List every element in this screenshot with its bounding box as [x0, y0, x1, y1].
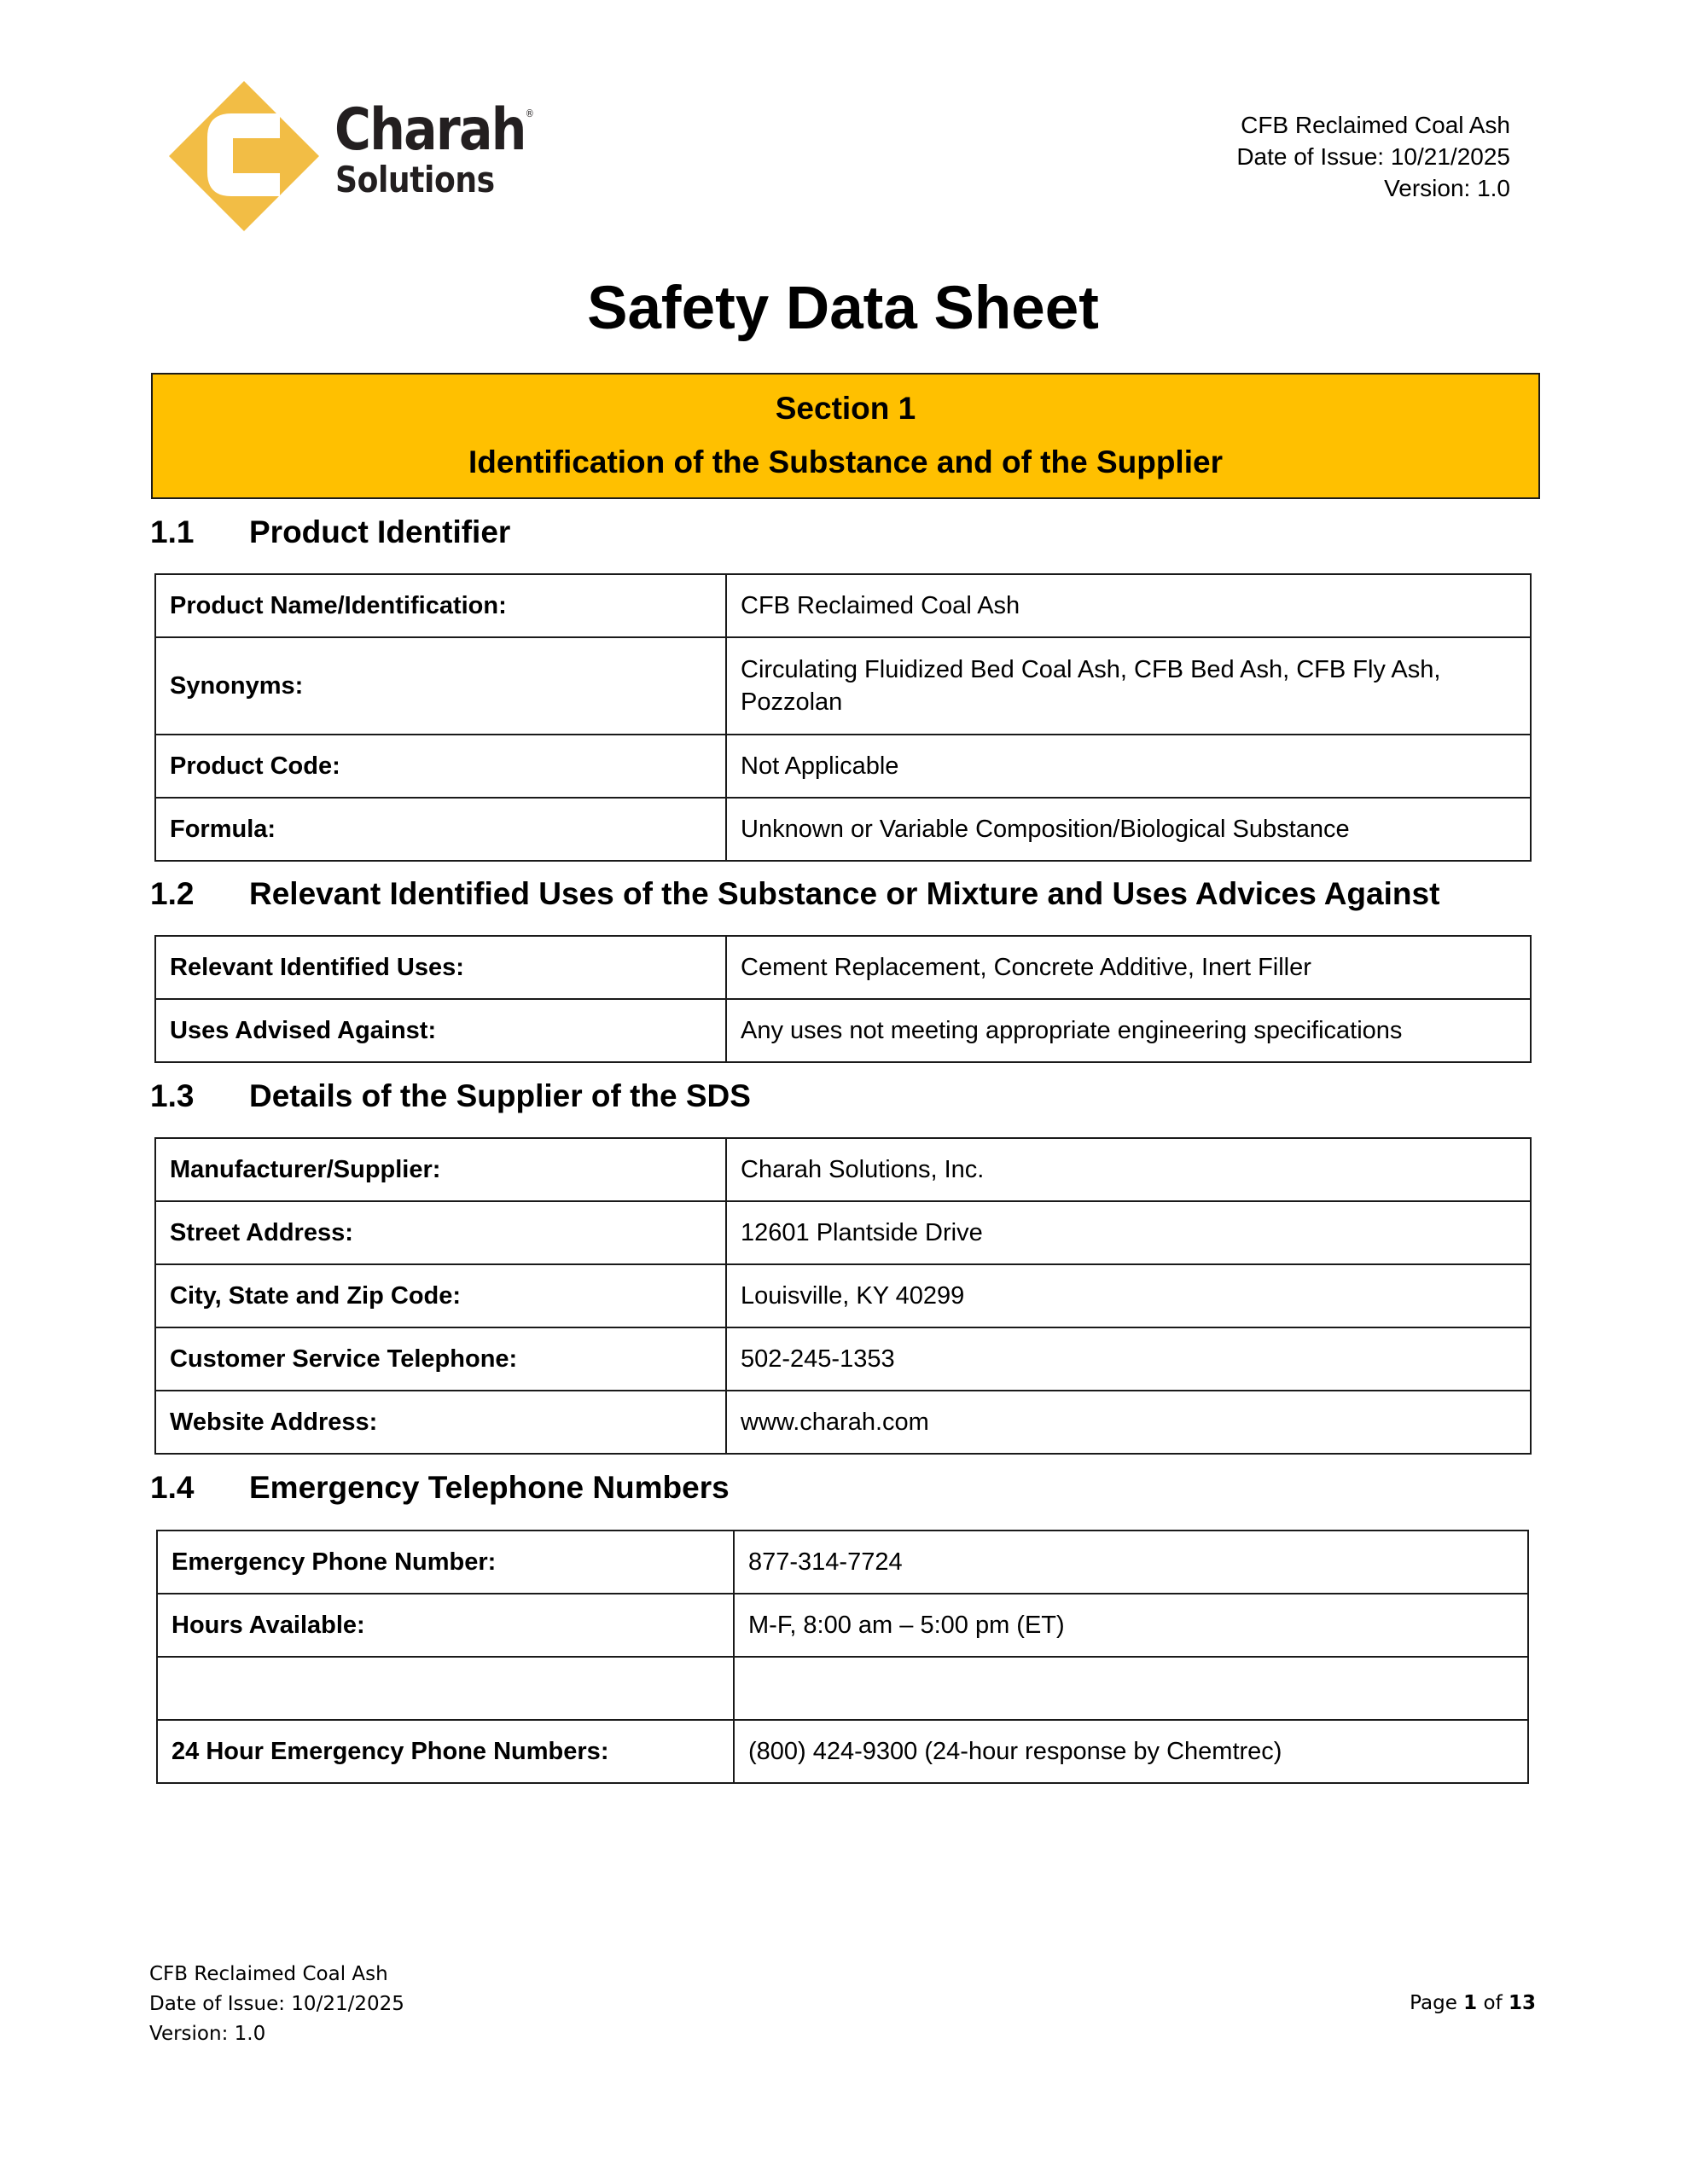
- subsection-heading-1-2: [150, 875, 1439, 913]
- table-row: [157, 1720, 1528, 1783]
- row-label: [157, 1657, 734, 1720]
- header-product: CFB Reclaimed Coal Ash: [1241, 112, 1510, 138]
- subsection-number: 1.1: [150, 514, 195, 549]
- subsection-heading-1-3: [150, 1077, 751, 1115]
- subsection-title: Product Identifier: [249, 514, 511, 549]
- row-label: Formula:: [155, 798, 726, 861]
- table-row: [155, 1327, 1531, 1391]
- row-value: Louisville, KY 40299: [726, 1264, 1531, 1327]
- row-label: Synonyms:: [155, 637, 726, 735]
- header-date: Date of Issue: 10/21/2025: [1236, 143, 1510, 170]
- company-logo: [167, 79, 543, 233]
- row-label: Relevant Identified Uses:: [155, 936, 726, 999]
- subsection-title: Emergency Telephone Numbers: [249, 1470, 730, 1505]
- subsection-number: 1.2: [150, 876, 195, 911]
- brand-name: Charah®: [334, 96, 534, 164]
- row-value: Cement Replacement, Concrete Additive, Inert Filler: [726, 936, 1531, 999]
- table-row: [155, 735, 1531, 798]
- table-row: [155, 936, 1531, 999]
- section-number: Section 1: [775, 391, 916, 426]
- row-label: Product Code:: [155, 735, 726, 798]
- row-label: 24 Hour Emergency Phone Numbers:: [157, 1720, 734, 1783]
- emergency-numbers-table: [156, 1530, 1529, 1784]
- website-link[interactable]: www.charah.com: [726, 1391, 1531, 1454]
- row-label: City, State and Zip Code:: [155, 1264, 726, 1327]
- subsection-number: 1.3: [150, 1078, 195, 1113]
- table-row: [155, 1264, 1531, 1327]
- footer-date: Date of Issue: 10/21/2025: [149, 1993, 404, 2015]
- subsection-title: Relevant Identified Uses of the Substance or Mixture and Uses Advices Against: [249, 876, 1440, 911]
- table-row: [155, 574, 1531, 637]
- row-value: (800) 424-9300 (24-hour response by Chemtrec): [734, 1720, 1528, 1783]
- footer-version: Version: 1.0: [149, 2023, 266, 2045]
- row-label: Customer Service Telephone:: [155, 1327, 726, 1391]
- page-prefix: Page: [1410, 1992, 1457, 2014]
- row-value: CFB Reclaimed Coal Ash: [726, 574, 1531, 637]
- row-value: [734, 1657, 1528, 1720]
- row-value: 877-314-7724: [734, 1531, 1528, 1594]
- page-total: 13: [1508, 1992, 1536, 2014]
- row-value: 12601 Plantside Drive: [726, 1201, 1531, 1264]
- header-version: Version: 1.0: [1384, 175, 1510, 201]
- row-value: Circulating Fluidized Bed Coal Ash, CFB Bed Ash, CFB Fly Ash, Pozzolan: [726, 637, 1531, 735]
- table-row: [157, 1594, 1528, 1657]
- row-value: Unknown or Variable Composition/Biological Substance: [726, 798, 1531, 861]
- row-value: Charah Solutions, Inc.: [726, 1138, 1531, 1201]
- subsection-heading-1-1: [150, 514, 510, 551]
- supplier-details-table: [154, 1137, 1532, 1455]
- table-row: [155, 637, 1531, 735]
- table-row: [155, 1391, 1531, 1454]
- page-title: Safety Data Sheet: [587, 275, 1099, 342]
- page-number: [1410, 1989, 1536, 2018]
- footer-product: CFB Reclaimed Coal Ash: [149, 1963, 388, 1985]
- product-identifier-table: [154, 573, 1532, 862]
- brand-subname: Solutions: [335, 159, 495, 200]
- row-value: Any uses not meeting appropriate engineering specifications: [726, 999, 1531, 1062]
- header-meta: [1236, 109, 1510, 204]
- section-banner: [151, 373, 1540, 499]
- row-label: Website Address:: [155, 1391, 726, 1454]
- subsection-heading-1-4: [150, 1469, 730, 1507]
- table-row: [155, 999, 1531, 1062]
- row-value: M-F, 8:00 am – 5:00 pm (ET): [734, 1594, 1528, 1657]
- row-label: Hours Available:: [157, 1594, 734, 1657]
- page-separator: of: [1483, 1992, 1503, 2014]
- identified-uses-table: [154, 935, 1532, 1063]
- charah-diamond-arrow-icon: [167, 79, 321, 233]
- table-row: [155, 1138, 1531, 1201]
- registered-mark: ®: [525, 107, 534, 119]
- table-row: [155, 798, 1531, 861]
- table-row: [155, 1201, 1531, 1264]
- subsection-title: Details of the Supplier of the SDS: [249, 1078, 751, 1113]
- row-label: Product Name/Identification:: [155, 574, 726, 637]
- section-heading: Identification of the Substance and of the Supplier: [468, 444, 1223, 479]
- page-current: 1: [1463, 1992, 1478, 2014]
- row-label: Uses Advised Against:: [155, 999, 726, 1062]
- row-label: Street Address:: [155, 1201, 726, 1264]
- row-label: Emergency Phone Number:: [157, 1531, 734, 1594]
- table-row-empty: [157, 1657, 1528, 1720]
- subsection-number: 1.4: [150, 1470, 195, 1505]
- row-value: 502-245-1353: [726, 1327, 1531, 1391]
- footer-meta: [149, 1960, 404, 2049]
- table-row: [157, 1531, 1528, 1594]
- row-label: Manufacturer/Supplier:: [155, 1138, 726, 1201]
- row-value: Not Applicable: [726, 735, 1531, 798]
